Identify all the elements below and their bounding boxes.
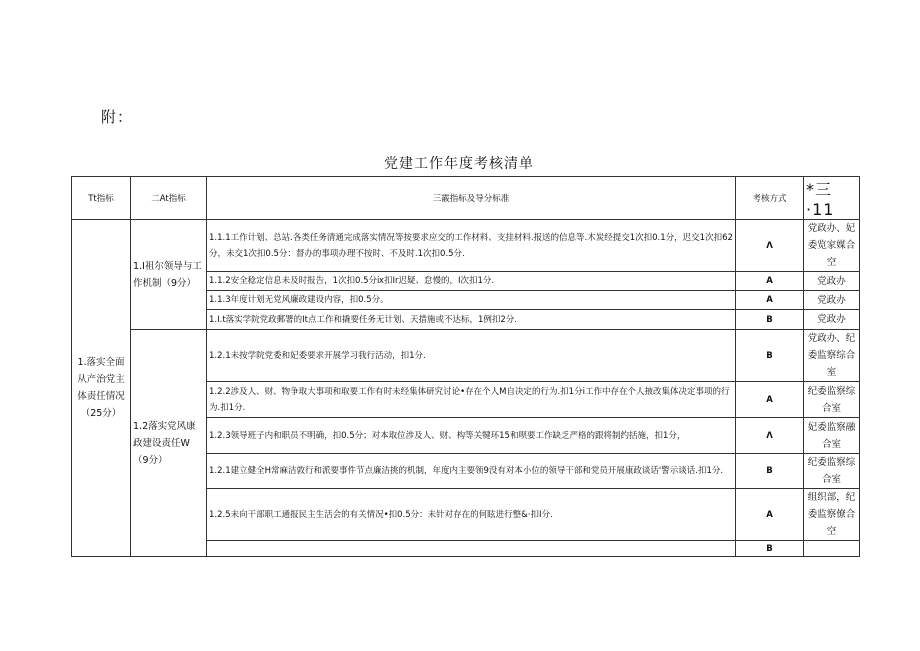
appendix-prefix: 附： (101, 108, 134, 126)
level1-cell: 1.落实全面从产治党主体责任情况（25分） (72, 220, 131, 557)
method-cell: B (736, 330, 804, 382)
dept-cell: 妃委监察融合室 (804, 418, 860, 454)
standard-cell: 1.2.3领导班子内和职员不明确，扣0.5分；对本取位涉及人、财、构等关犍环15和呗要工作缺乏严格的跟将制约括施，扣1分， (207, 418, 736, 454)
level2-cell-1: 1.I祖尔领导与工作机制（9分） (131, 220, 207, 330)
method-cell: Λ (736, 418, 804, 454)
method-cell: A (736, 291, 804, 310)
header-level2: 二At指标 (131, 177, 207, 220)
dept-cell: 组织部，纪委监察僚合空 (804, 489, 860, 541)
header-level1: Tt指标 (72, 177, 131, 220)
dept-cell (804, 541, 860, 557)
header-standard: 三霰指标及导分标准 (207, 177, 736, 220)
method-cell: B (736, 310, 804, 330)
method-cell: Λ (736, 220, 804, 272)
assessment-table (71, 176, 860, 557)
level2-cell-2: 1.2落实党风康政建设责任W（9分） (131, 330, 207, 557)
header-row (72, 177, 860, 220)
method-cell: A (736, 382, 804, 418)
dept-cell: 党政办 (804, 310, 860, 330)
dept-cell: 党政办 (804, 272, 860, 291)
dept-cell: 纪委监察综合室 (804, 382, 860, 418)
standard-cell: 1.2.1建立健全H常麻洁敦行和派要事件节点廉洁挑的机制，年度内主要领9没有对本小位的领导干部和党员开展康政谈话'警示谈话.扣1分. (207, 454, 736, 489)
standard-cell: 1.1.1工作计划、总站.各类任务清通完成落实情况等按要求应交的工作材料、支挂材料.报送的信息等.木炭经提交1次扣0.1分，迟交1次扣62分，未交1次扣0.5分：督办的事项办理不按时、不及时.1次扣0.5分. (207, 220, 736, 272)
method-cell: B (736, 454, 804, 489)
dept-cell: 党政办 (804, 291, 860, 310)
header-method: 考核方式 (736, 177, 804, 220)
standard-cell: 1.1.3年度计划无党风廉政建设内容，扣0.5分。 (207, 291, 736, 310)
method-cell: A (736, 489, 804, 541)
table-row (72, 330, 860, 382)
header-dept: *三·11 (804, 177, 860, 220)
standard-cell: 1.1.2安全稔定信息未及时报告，1次扣0.5分ⅸ扣Ir迟疑、怠慢的，I次扣1分. (207, 272, 736, 291)
standard-cell: 1.2.2涉及人、财、物争取大事项和取要工作有时未经集体研究讨论•存在个人M自决定的行为.扣1分i工作中存在个人掖改集体决定事项的行为.扣1分. (207, 382, 736, 418)
dept-cell: 纪委监察综合室 (804, 454, 860, 489)
dept-cell: 党政办、妃委览家媒合空 (804, 220, 860, 272)
standard-cell: 1.2.5未向干部职工通报民主生活会的有关情况•扣0.5分：未针对存在的何眩进行整&·扣I分. (207, 489, 736, 541)
standard-cell: 1.I.t落实学院党政郵署的It点工作和撬要任务无计划、天措施或不达标，1例扣2分. (207, 310, 736, 330)
table-row (72, 220, 860, 272)
dept-cell: 党政办、纪委监察综合室 (804, 330, 860, 382)
standard-cell (207, 541, 736, 557)
document-title: 党建工作年度考核清单 (384, 156, 534, 172)
method-cell: A (736, 272, 804, 291)
method-cell: B (736, 541, 804, 557)
standard-cell: 1.2.1未按学院党委和妃委要求开展学习我行活动，扣1分. (207, 330, 736, 382)
